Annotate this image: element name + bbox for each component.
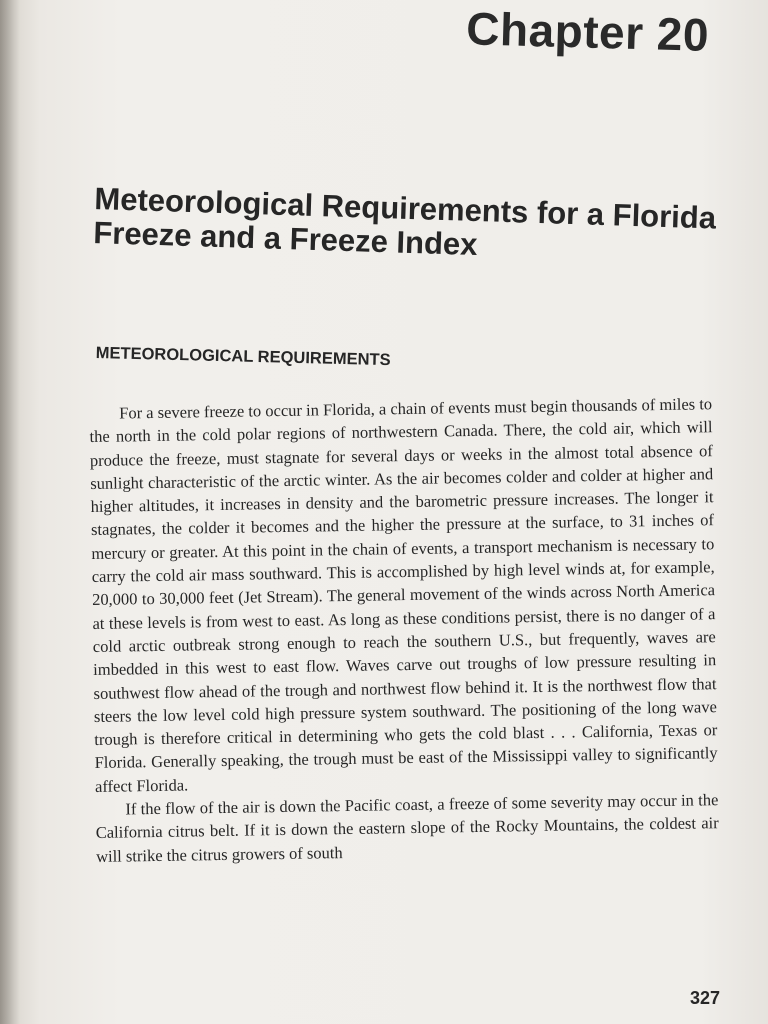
chapter-label: Chapter 20 xyxy=(465,2,710,61)
body-text xyxy=(89,392,719,868)
page-number: 327 xyxy=(689,988,720,1008)
paragraph-1: For a severe freeze to occur in Florida, a chain of events must begin thousands of miles to the north in the cold polar regions of northwestern Canada. There, the cold air, which will produce the freeze, must stagnate for several days or weeks in the almost total absence of sunlight characteristic of the arctic winter. As the air becomes colder and colder at higher and higher altitudes, it increases in density and the barometric pressure increases. The longer it stagnates, the colder it becomes and the higher the pressure at the surface, to 31 inches of mercury or greater. At this point in the chain of events, a transport mechanism is necessary to carry the cold air mass southward. This is accomplished by high level winds at, for example, 20,000 to 30,000 feet (Jet Stream). The general movement of the winds across North America at these levels is from west to east. As long as these conditions persist, there is no danger of a cold arctic outbreak strong enough to reach the southern U.S., but frequently, waves are imbedded in this west to east flow. Waves carve out troughs of low pressure resulting in southwest flow ahead of the trough and northwest flow behind it. It is the northwest flow that steers the low level cold high pressure system southward. The positioning of the long wave trough is therefore critical in determining who gets the cold blast . . . California, Texas or Florida. Generally speaking, the trough must be east of the Mississippi valley to significantly affect Florida. xyxy=(89,394,718,796)
section-heading: METEOROLOGICAL REQUIREMENTS xyxy=(95,344,391,370)
chapter-title: Meteorological Requirements for a Florida Freeze and a Freeze Index xyxy=(92,181,717,263)
spine-shadow xyxy=(0,0,20,1024)
paragraph-2: If the flow of the air is down the Pacific coast, a freeze of some severity may occur in the California citrus belt. If it is down the eastern slope of the Rocky Mountains, the coldest air will strike the citrus growers of south xyxy=(95,790,719,866)
